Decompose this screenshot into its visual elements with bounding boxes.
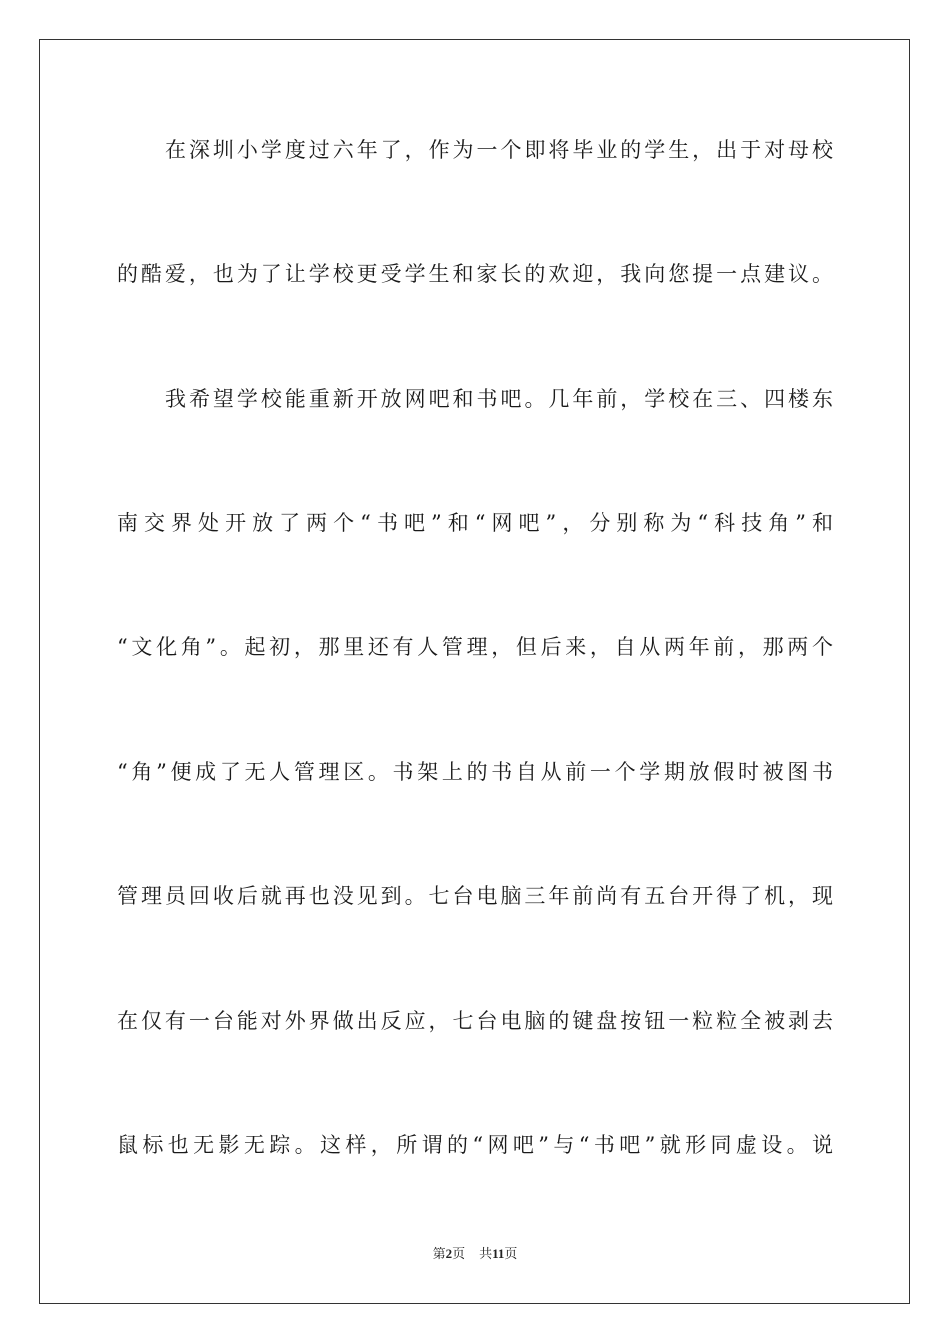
page-number: 2 bbox=[445, 1246, 453, 1261]
total-prefix: 共 bbox=[479, 1247, 493, 1262]
total-pages: 11 bbox=[492, 1246, 505, 1261]
page-footer bbox=[0, 1245, 950, 1264]
paragraph-2-line-2: 南交界处开放了两个“书吧”和“网吧”，分别称为“科技角”和 bbox=[117, 511, 833, 535]
page-border bbox=[39, 39, 910, 1304]
paragraph-1-line-1: 在深圳小学度过六年了，作为一个即将毕业的学生，出于对母校 bbox=[165, 138, 833, 162]
paragraph-2-line-7: 鼠标也无影无踪。这样，所谓的“网吧”与“书吧”就形同虚设。说 bbox=[117, 1133, 833, 1157]
page-prefix: 第 bbox=[432, 1247, 446, 1262]
paragraph-2-line-1: 我希望学校能重新开放网吧和书吧。几年前，学校在三、四楼东 bbox=[165, 387, 833, 411]
paragraph-1-line-2: 的酷爱，也为了让学校更受学生和家长的欢迎，我向您提一点建议。 bbox=[117, 262, 833, 286]
paragraph-2-line-4: “角”便成了无人管理区。书架上的书自从前一个学期放假时被图书 bbox=[117, 760, 833, 784]
total-suffix: 页 bbox=[504, 1247, 518, 1262]
paragraph-2-line-3: “文化角”。起初，那里还有人管理，但后来，自从两年前，那两个 bbox=[117, 635, 833, 659]
page-suffix: 页 bbox=[452, 1247, 466, 1262]
paragraph-2-line-6: 在仅有一台能对外界做出反应，七台电脑的键盘按钮一粒粒全被剥去 bbox=[117, 1009, 833, 1033]
paragraph-2-line-5: 管理员回收后就再也没见到。七台电脑三年前尚有五台开得了机，现 bbox=[117, 884, 833, 908]
